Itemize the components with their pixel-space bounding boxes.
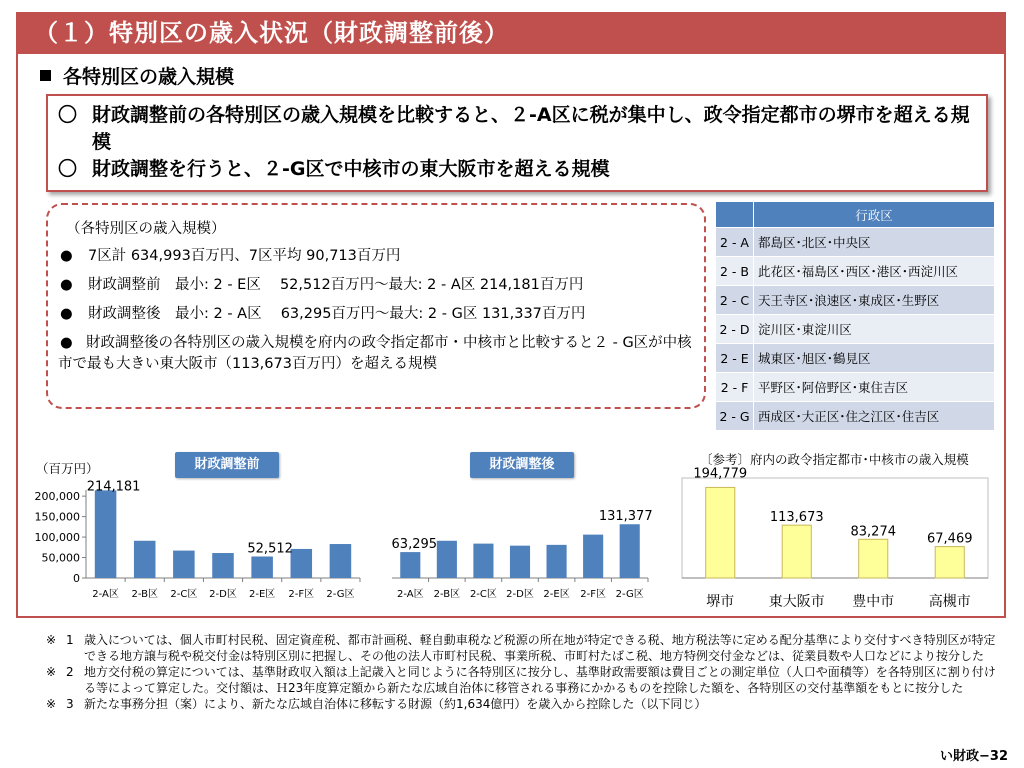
x-tick-label: 東大阪市 — [768, 594, 825, 610]
bar — [134, 541, 156, 578]
data-label: 131,377 — [598, 509, 653, 525]
x-tick-label: 2-A区 — [92, 589, 119, 600]
ward-code: 2 - A — [716, 228, 754, 257]
x-tick-label: 2-E区 — [248, 589, 276, 600]
footnote-mark: ※ — [46, 665, 57, 679]
circle-marker-icon: 〇 — [58, 104, 78, 126]
ward-code: 2 - B — [716, 257, 754, 286]
summary-text: 財政調整前の各特別区の歳入規模を比較すると、２-A区に税が集中し、政令指定都市の堺市を超える規模 — [92, 104, 970, 153]
section-heading-text: 各特別区の歳入規模 — [63, 66, 235, 88]
section-heading — [40, 62, 234, 89]
bar — [473, 544, 493, 578]
ward-code: 2 - E — [716, 344, 754, 373]
note-paragraph-text: 財政調整後の各特別区の歳入規模を府内の政令指定都市・中核市と比較すると２ - G区が中核市で最も大きい東大阪市（113,673百万円）を超える規模 — [58, 335, 692, 372]
page-number: い財政−32 — [940, 749, 1008, 764]
x-tick-label: 2-E区 — [543, 589, 570, 600]
bullet-icon: ● — [60, 248, 73, 264]
table-row — [716, 402, 995, 431]
page-title: （１）特別区の歳入状況（財政調整前後） — [16, 12, 1006, 54]
ward-table-header: 行政区 — [754, 202, 995, 228]
footnote — [46, 664, 996, 696]
x-tick-label: 2-D区 — [209, 589, 237, 600]
x-tick-label: 2-C区 — [469, 589, 497, 600]
square-bullet-icon — [40, 70, 51, 81]
x-tick-label: 高槻市 — [928, 594, 971, 610]
ward-code: 2 - F — [716, 373, 754, 402]
footnote — [46, 632, 996, 664]
table-row — [716, 286, 995, 315]
summary-box — [46, 94, 988, 192]
chart-reference — [680, 462, 1000, 617]
bar — [173, 551, 195, 578]
ward-names: 平野区･阿倍野区･東住吉区 — [754, 373, 995, 402]
note-paragraph — [58, 333, 696, 375]
y-tick-label: 100,000 — [34, 531, 80, 545]
y-tick-label: 50,000 — [41, 551, 80, 565]
chart-before — [30, 470, 365, 610]
bar — [620, 524, 640, 578]
y-axis-unit-label: （百万円） — [36, 461, 99, 476]
footnote-mark: ※ — [46, 633, 57, 647]
summary-line — [58, 156, 976, 183]
table-row — [716, 315, 995, 344]
footnote-number: 1 — [66, 633, 74, 647]
bar — [547, 545, 567, 578]
bullet-icon: ● — [60, 335, 73, 351]
ward-names: 都島区･北区･中央区 — [754, 228, 995, 257]
footnote-text: 地方交付税の算定については、基準財政収入額は上記歳入と同じように各特別区に按分し、基準財政需要額は費目ごとの測定単位（人口や面積等）を各特別区に割り付ける等によって算定した。交付額は、Ｈ23年度算定額から新たな広域自治体に移管される事務にかかるものを控除した額を、各特別区の交付基準額をもとに按分した — [84, 665, 996, 695]
bar — [400, 552, 420, 578]
bar — [330, 544, 352, 578]
footnote-mark: ※ — [46, 697, 57, 711]
footnote — [46, 696, 996, 712]
chart-label-after: 財政調整後 — [470, 452, 574, 478]
data-label: 83,274 — [850, 524, 896, 540]
bar — [859, 539, 888, 578]
x-tick-label: 2-C区 — [170, 589, 198, 600]
summary-text: 財政調整を行うと、２-G区で中核市の東大阪市を超える規模 — [92, 158, 610, 180]
summary-line — [58, 102, 976, 156]
x-tick-label: 豊中市 — [852, 594, 895, 610]
x-tick-label: 2-D区 — [506, 589, 534, 600]
x-tick-label: 2-B区 — [131, 589, 158, 600]
data-label: 214,181 — [86, 479, 141, 495]
ward-names: 淀川区･東淀川区 — [754, 315, 995, 344]
y-tick-label: 0 — [73, 572, 80, 585]
data-label: 67,469 — [927, 531, 973, 547]
bar — [251, 557, 273, 578]
bullet-icon: ● — [60, 306, 73, 322]
note-text: 7区計 634,993百万円、7区平均 90,713百万円 — [88, 248, 401, 264]
data-label: 52,512 — [247, 541, 293, 557]
bar — [437, 541, 457, 578]
footnote-number: 3 — [66, 697, 74, 711]
y-tick-label: 200,000 — [34, 490, 80, 504]
x-tick-label: 2-G区 — [326, 589, 355, 600]
bar — [291, 549, 313, 578]
footnote-text: 歳入については、個人市町村民税、固定資産税、都市計画税、軽自動車税など税源の所在地が特定できる税、地方税法等に定める配分基準により交付すべき特別区が特定できる地方譲与税や税交付金は特別区別に把握し、その他の法人市町村民税、事業所税、市町村たばこ税、地方特例交付金などは、従業員数や人口などにより按分した — [84, 633, 996, 663]
ward-names: 西成区･大正区･住之江区･住吉区 — [754, 402, 995, 431]
bar — [212, 553, 234, 578]
notes-box — [46, 203, 706, 409]
x-tick-label: 堺市 — [706, 594, 735, 610]
reference-chart-title: 〔参考〕府内の政令指定都市･中核市の歳入規模 — [700, 452, 969, 467]
footnotes — [46, 632, 996, 712]
x-tick-label: 2-B区 — [433, 589, 461, 600]
note-item — [58, 275, 696, 296]
bullet-icon: ● — [60, 277, 73, 293]
data-label: 63,295 — [391, 537, 438, 553]
bar — [782, 525, 811, 578]
bar — [935, 547, 964, 578]
ward-code: 2 - C — [716, 286, 754, 315]
ward-code: 2 - G — [716, 402, 754, 431]
ward-names: 城東区･旭区･鶴見区 — [754, 344, 995, 373]
table-row — [716, 373, 995, 402]
ward-table-corner — [716, 202, 754, 228]
table-row — [716, 257, 995, 286]
note-text: 財政調整後 最小: 2 - A区 63,295百万円～最大: 2 - G区 131,337百万円 — [88, 306, 586, 322]
ward-table — [715, 201, 995, 431]
note-text: 財政調整前 最小: 2 - E区 52,512百万円～最大: 2 - A区 214,181百万円 — [88, 277, 584, 293]
x-tick-label: 2-F区 — [288, 589, 315, 600]
data-label: 194,779 — [693, 466, 748, 482]
ward-code: 2 - D — [716, 315, 754, 344]
x-tick-label: 2-A区 — [396, 589, 424, 600]
note-item — [58, 246, 696, 267]
x-tick-label: 2-G区 — [615, 589, 644, 600]
ward-names: 此花区･福島区･西区･港区･西淀川区 — [754, 257, 995, 286]
footnote-text: 新たな事務分担（案）により、新たな広域自治体に移転する財源（約1,634億円）を歳入から控除した（以下同じ） — [84, 697, 707, 711]
x-tick-label: 2-F区 — [580, 589, 607, 600]
ward-names: 天王寺区･浪速区･東成区･生野区 — [754, 286, 995, 315]
ward-table-header-row — [716, 202, 995, 228]
chart-label-before: 財政調整前 — [175, 452, 279, 478]
chart-after — [380, 470, 670, 610]
bar — [510, 546, 530, 578]
data-label: 113,673 — [769, 510, 824, 526]
bar — [95, 490, 117, 578]
notes-caption: （各特別区の歳入規模） — [66, 221, 226, 237]
table-row — [716, 344, 995, 373]
y-tick-label: 150,000 — [34, 510, 80, 524]
footnote-number: 2 — [66, 665, 74, 679]
circle-marker-icon: 〇 — [58, 158, 78, 180]
bar — [706, 487, 735, 578]
bar — [583, 535, 603, 578]
note-item — [58, 304, 696, 325]
table-row — [716, 228, 995, 257]
